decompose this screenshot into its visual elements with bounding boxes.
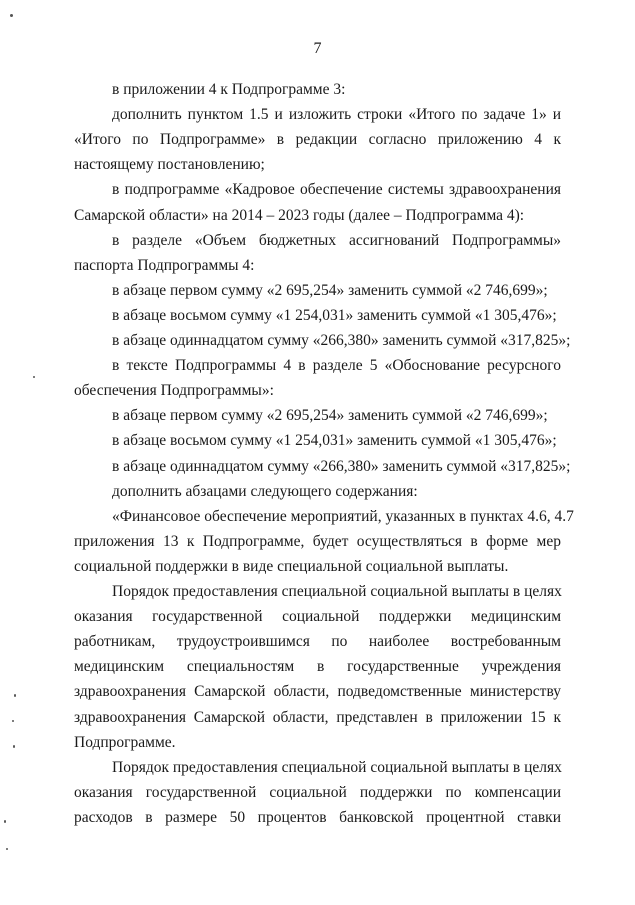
text-line: дополнить абзацами следующего содержания: xyxy=(112,483,418,500)
scan-speck xyxy=(4,820,6,823)
text-line: в абзаце одиннадцатом сумму «266,380» заменить суммой «317,825»; xyxy=(112,332,571,349)
text-line: паспорта Подпрограммы 4: xyxy=(74,257,255,274)
text-line: в подпрограмме «Кадровое обеспечение системы здравоохранения xyxy=(112,181,561,198)
text-line: социальной поддержки в виде специальной социальной выплаты. xyxy=(74,558,509,575)
text-line: дополнить пунктом 1.5 и изложить строки «Итого по задаче 1» и xyxy=(112,106,561,123)
scan-speck xyxy=(6,848,8,850)
text-line: оказания государственной социальной поддержки медицинским xyxy=(74,608,561,625)
page-number: 7 xyxy=(313,40,322,57)
text-line: в абзаце восьмом сумму «1 254,031» заменить суммой «1 305,476»; xyxy=(112,307,557,324)
scan-speck xyxy=(14,694,16,697)
text-line: в абзаце первом сумму «2 695,254» заменить суммой «2 746,699»; xyxy=(112,282,548,299)
scan-speck xyxy=(13,745,15,748)
text-line: Подпрограмме. xyxy=(74,734,176,751)
text-line: в абзаце восьмом сумму «1 254,031» заменить суммой «1 305,476»; xyxy=(112,432,557,449)
text-line: в абзаце одиннадцатом сумму «266,380» заменить суммой «317,825»; xyxy=(112,458,571,475)
scan-speck xyxy=(12,720,14,722)
text-line: в абзаце первом сумму «2 695,254» заменить суммой «2 746,699»; xyxy=(112,407,548,424)
text-line: здравоохранения Самарской области, представлен в приложении 15 к xyxy=(74,709,561,726)
text-line: в приложении 4 к Подпрограмме 3: xyxy=(112,81,346,98)
scan-speck xyxy=(33,376,35,378)
text-line: в разделе «Объем бюджетных ассигнований Подпрограммы» xyxy=(112,232,561,249)
scan-speck xyxy=(10,14,13,17)
text-line: приложения 13 к Подпрограмме, будет осуществляться в форме мер xyxy=(74,533,561,550)
text-line: Самарской области» на 2014 – 2023 годы (далее – Подпрограмма 4): xyxy=(74,207,525,224)
text-line: «Итого по Подпрограмме» в редакции согласно приложению 4 к xyxy=(74,131,561,148)
text-line: «Финансовое обеспечение мероприятий, указанных в пунктах 4.6, 4.7 xyxy=(112,508,574,525)
scan-margin-specks xyxy=(0,0,40,905)
text-line: настоящему постановлению; xyxy=(74,156,265,173)
text-line: в тексте Подпрограммы 4 в разделе 5 «Обоснование ресурсного xyxy=(112,357,561,374)
text-line: оказания государственной социальной поддержки по компенсации xyxy=(74,784,561,801)
text-line: обеспечения Подпрограммы»: xyxy=(74,382,274,399)
text-line: работникам, трудоустроившимся по наиболее востребованным xyxy=(74,633,561,650)
text-line: здравоохранения Самарской области, подведомственные министерству xyxy=(74,683,561,700)
text-line: Порядок предоставления специальной социальной выплаты в целях xyxy=(112,583,562,600)
text-line: медицинским специальностям в государственные учреждения xyxy=(74,658,561,675)
text-line: Порядок предоставления специальной социальной выплаты в целях xyxy=(112,759,562,776)
text-line: расходов в размере 50 процентов банковской процентной ставки xyxy=(74,809,561,826)
